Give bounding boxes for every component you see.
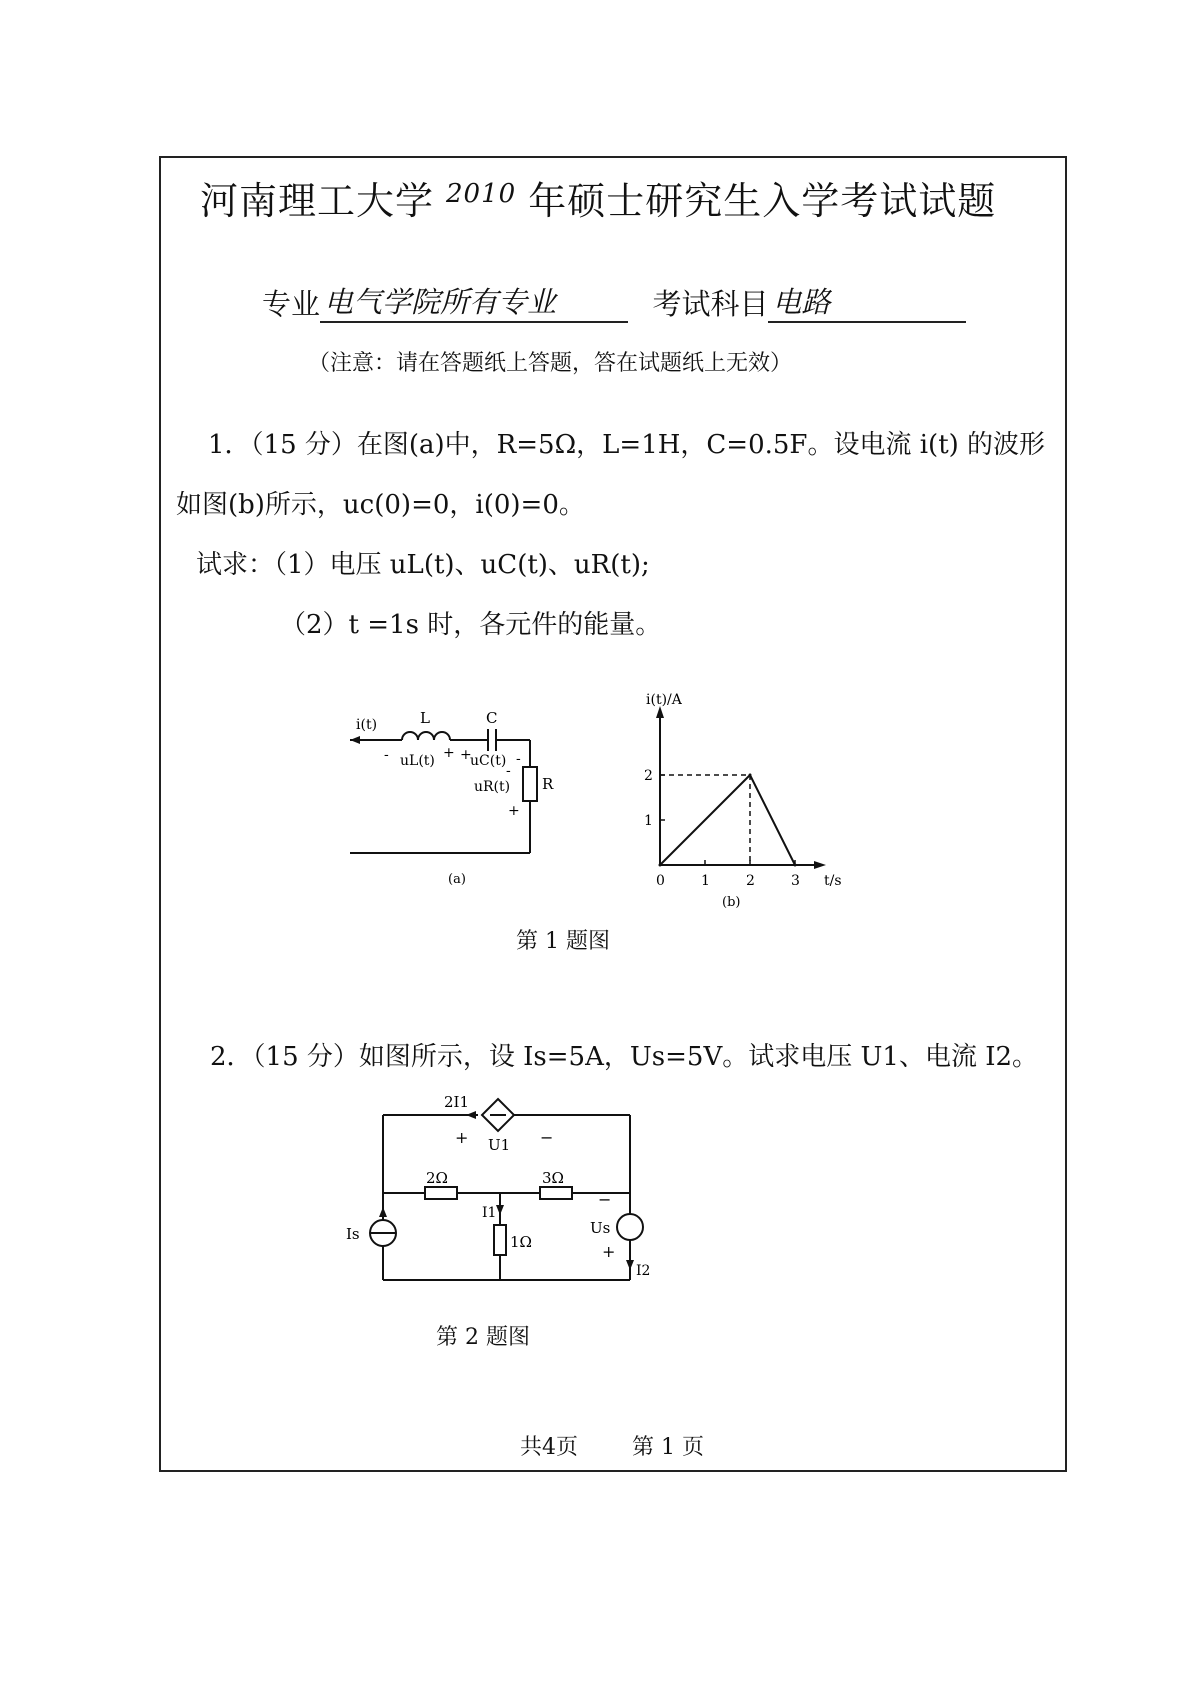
r2-label: 2Ω xyxy=(426,1169,448,1187)
label-R: R xyxy=(542,775,554,793)
caption-b: (b) xyxy=(722,895,741,910)
footer-total: 共4页 xyxy=(520,1435,578,1460)
us-label: Us xyxy=(590,1219,611,1237)
q2-line1: 2．（15 分）如图所示，设 Is=5A，Us=5V。试求电压 U1、电流 I2。 xyxy=(210,1042,1039,1072)
y-tick-label: 2 xyxy=(644,768,653,784)
q1-circuit-a xyxy=(340,705,560,885)
uL-plus: + xyxy=(443,745,455,761)
title-year: 2010 xyxy=(446,179,517,209)
x-tick-label: 0 xyxy=(656,873,665,889)
q2-caption: 第 2 题图 xyxy=(436,1325,530,1350)
y-tick-label: 1 xyxy=(644,813,653,829)
us-plus: + xyxy=(602,1242,616,1261)
q1-waveform-chart xyxy=(620,690,860,910)
data-point xyxy=(659,864,662,867)
x-tick-label: 2 xyxy=(746,873,755,889)
r1-label: 1Ω xyxy=(510,1233,532,1251)
title-rest: 年硕士研究生入学考试试题 xyxy=(528,179,997,223)
label-L: L xyxy=(420,709,430,727)
data-point xyxy=(749,774,752,777)
major-label: 专业 xyxy=(262,287,321,321)
uC-minus: - xyxy=(516,751,521,767)
data-point xyxy=(794,864,797,867)
label-uL: uL(t) xyxy=(400,753,435,769)
label-C: C xyxy=(486,709,498,727)
title-university: 河南理工大学 xyxy=(200,179,435,223)
uC-plus: + xyxy=(460,747,472,763)
u1-label: U1 xyxy=(488,1136,511,1154)
q1-line3: 试求：（1）电压 uL(t)、uC(t)、uR(t); xyxy=(196,550,650,580)
x-axis-label: t/s xyxy=(824,873,842,889)
q1-line4: （2）t =1s 时，各元件的能量。 xyxy=(280,610,662,640)
q2-circuit xyxy=(340,1085,660,1295)
q1-caption: 第 1 题图 xyxy=(516,929,610,954)
page-footer xyxy=(520,1430,704,1461)
i2-label: I2 xyxy=(636,1263,651,1279)
uR-plus: + xyxy=(508,803,520,819)
x-tick-label: 1 xyxy=(701,873,710,889)
label-uR: uR(t) xyxy=(474,779,511,795)
subject-label: 考试科目 xyxy=(652,287,769,321)
voltage-source-icon xyxy=(617,1214,643,1240)
major-subject-line xyxy=(262,280,966,323)
x-tick-label: 3 xyxy=(791,873,800,889)
y-axis-label: i(t)/A xyxy=(646,692,682,708)
is-label: Is xyxy=(346,1225,360,1243)
subject-value: 电路 xyxy=(768,280,966,323)
uL-minus: - xyxy=(384,747,389,763)
uR-minus: - xyxy=(506,763,511,779)
exam-title xyxy=(200,170,996,225)
series-line-i xyxy=(660,775,795,865)
major-value: 电气学院所有专业 xyxy=(320,280,628,323)
i1-label: I1 xyxy=(482,1205,497,1221)
us-minus: − xyxy=(598,1190,612,1209)
footer-page: 第 1 页 xyxy=(632,1435,704,1460)
dep-source-label: 2I1 xyxy=(444,1093,470,1111)
u1-minus: − xyxy=(540,1128,554,1147)
exam-note: （注意：请在答题纸上答题，答在试题纸上无效） xyxy=(308,351,793,376)
q1-line1: 1．（15 分）在图(a)中，R=5Ω，L=1H，C=0.5F。设电流 i(t) 的波形 xyxy=(208,430,1046,460)
label-i: i(t) xyxy=(356,717,378,733)
r3-label: 3Ω xyxy=(542,1169,564,1187)
u1-plus: + xyxy=(455,1128,469,1147)
label-uC: uC(t) xyxy=(470,753,507,769)
q1-line2: 如图(b)所示，uc(0)=0，i(0)=0。 xyxy=(176,490,585,520)
caption-a: (a) xyxy=(448,872,466,885)
